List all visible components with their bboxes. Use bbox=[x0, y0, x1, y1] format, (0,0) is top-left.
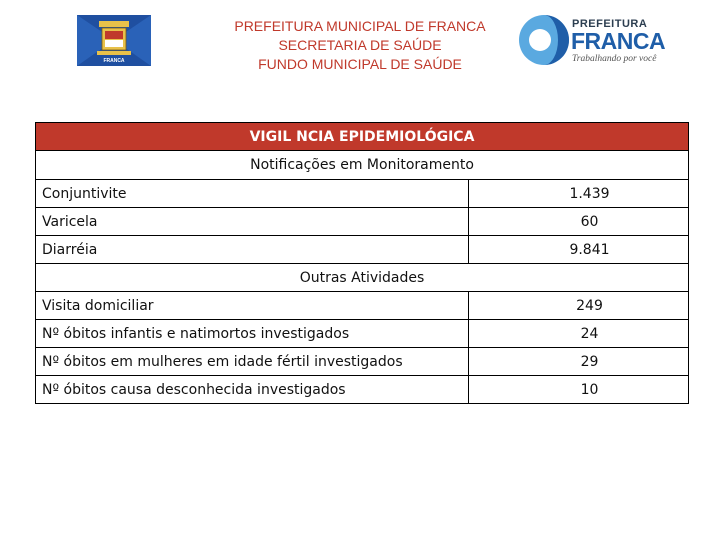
brand-mark-icon bbox=[518, 14, 570, 66]
row-label: Nº óbitos infantis e natimortos investigados bbox=[36, 320, 469, 348]
section-header: Outras Atividades bbox=[36, 264, 689, 292]
logo-text: FRANCA bbox=[103, 58, 125, 64]
row-value: 10 bbox=[469, 376, 689, 404]
header-line-2: SECRETARIA DE SAÚDE bbox=[278, 37, 442, 53]
table-subtitle-row bbox=[36, 151, 689, 180]
table-title: VIGIL NCIA EPIDEMIOLÓGICA bbox=[36, 123, 689, 151]
table-title-row bbox=[36, 123, 689, 151]
row-value: 249 bbox=[469, 292, 689, 320]
prefeitura-franca-logo bbox=[518, 14, 668, 66]
header-line-1: PREFEITURA MUNICIPAL DE FRANCA bbox=[234, 18, 486, 34]
row-label: Nº óbitos em mulheres em idade fértil investigados bbox=[36, 348, 469, 376]
brand-tagline: Trabalhando por você bbox=[572, 54, 657, 64]
row-value: 29 bbox=[469, 348, 689, 376]
row-label: Conjuntivite bbox=[36, 180, 469, 208]
table-row bbox=[36, 208, 689, 236]
brand-main-text: FRANCA bbox=[571, 28, 666, 54]
row-value: 9.841 bbox=[469, 236, 689, 264]
coat-of-arms-logo bbox=[77, 15, 151, 66]
table-row bbox=[36, 236, 689, 264]
table-row bbox=[36, 376, 689, 404]
table-row bbox=[36, 180, 689, 208]
table-row bbox=[36, 348, 689, 376]
table-row bbox=[36, 292, 689, 320]
row-value: 1.439 bbox=[469, 180, 689, 208]
table-subtitle bbox=[36, 151, 689, 180]
surveillance-table bbox=[35, 122, 689, 404]
table-subtitle-text: Notificações em Monitoramento bbox=[250, 157, 474, 173]
row-value: 60 bbox=[469, 208, 689, 236]
section-header-row bbox=[36, 264, 689, 292]
header-line-3: FUNDO MUNICIPAL DE SAÚDE bbox=[258, 56, 462, 72]
header-block bbox=[200, 17, 520, 74]
row-label: Visita domiciliar bbox=[36, 292, 469, 320]
row-label: Nº óbitos causa desconhecida investigados bbox=[36, 376, 469, 404]
table-row bbox=[36, 320, 689, 348]
row-label: Diarréia bbox=[36, 236, 469, 264]
brand-top-text: PREFEITURA bbox=[572, 18, 648, 30]
row-value: 24 bbox=[469, 320, 689, 348]
row-label: Varicela bbox=[36, 208, 469, 236]
